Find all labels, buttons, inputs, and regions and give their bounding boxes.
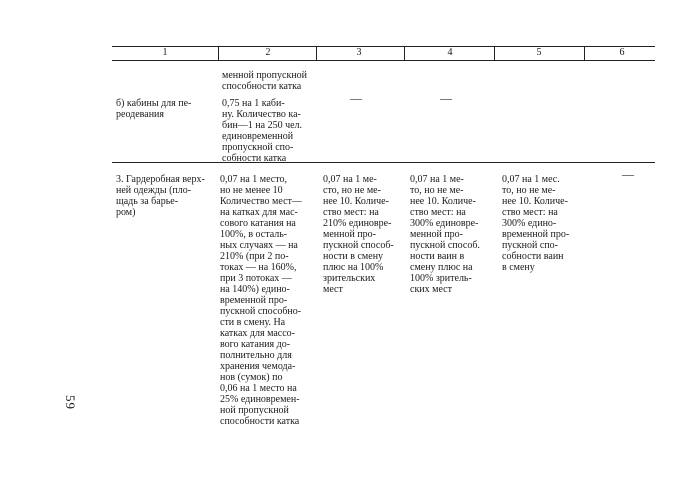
row-3-col3: 0,07 на 1 ме- сто, но не ме- нее 10. Количе- ство мест: на 210% единовре- менной про- пускной способ- ности в смену плюс на 100% зрительских мест <box>323 174 394 295</box>
header-column-divider <box>494 46 495 60</box>
table-top-rule <box>112 46 655 47</box>
header-col-5: 5 <box>536 47 542 58</box>
row-3-col2: 0,07 на 1 место, но не менее 10 Количество мест— на катках для мас- сового катания на 100%, в осталь- ных случаях — на 210% (при 2 по- токах — на 160%, при 3 потоках — на 140%) едино- временной про- пускной способно- сти в смену. На катках для массо- вого катания до- полнительно для хранения чемода- нов (сумок) по 0,06 на 1 место на 25% единовремен- ной пропускной способности катка <box>220 174 302 427</box>
page-number: 59 <box>63 395 78 410</box>
row-b-label: б) кабины для пе- реодевания <box>116 98 192 120</box>
header-column-divider <box>584 46 585 60</box>
row-b-col2: 0,75 на 1 каби- ну. Количество ка- бин—1 на 250 чел. единовременной пропускной спо- собности катка <box>222 98 303 164</box>
row-3-label: 3. Гардеробная верх- ней одежды (пло- щадь за барье- ром) <box>116 174 205 218</box>
header-column-divider <box>316 46 317 60</box>
row-separator-rule <box>112 162 655 163</box>
row-3-col5: 0,07 на 1 мес. то, но не ме- нее 10. Количе- ство мест: на 300% едино- временной про- пускной спо- собности ваин в смену <box>502 174 570 273</box>
header-col-1: 1 <box>162 47 168 58</box>
header-column-divider <box>218 46 219 60</box>
header-column-divider <box>404 46 405 60</box>
row-b-col3-dash: — <box>350 91 362 105</box>
header-col-3: 3 <box>356 47 362 58</box>
row-b-col4-dash: — <box>440 91 452 105</box>
row-b-continuation: менной пропускной способности катка <box>222 70 308 92</box>
row-3-col6-dash: — <box>622 167 634 181</box>
header-bottom-rule <box>112 60 655 61</box>
header-col-4: 4 <box>447 47 453 58</box>
header-col-2: 2 <box>265 47 271 58</box>
row-3-col4: 0,07 на 1 ме- то, но не ме- нее 10. Количе- ство мест: на 300% единовре- менной про- пускной способ. ности ваин в смену плюс на 100% зритель- ских мест <box>410 174 480 295</box>
header-col-6: 6 <box>619 47 625 58</box>
